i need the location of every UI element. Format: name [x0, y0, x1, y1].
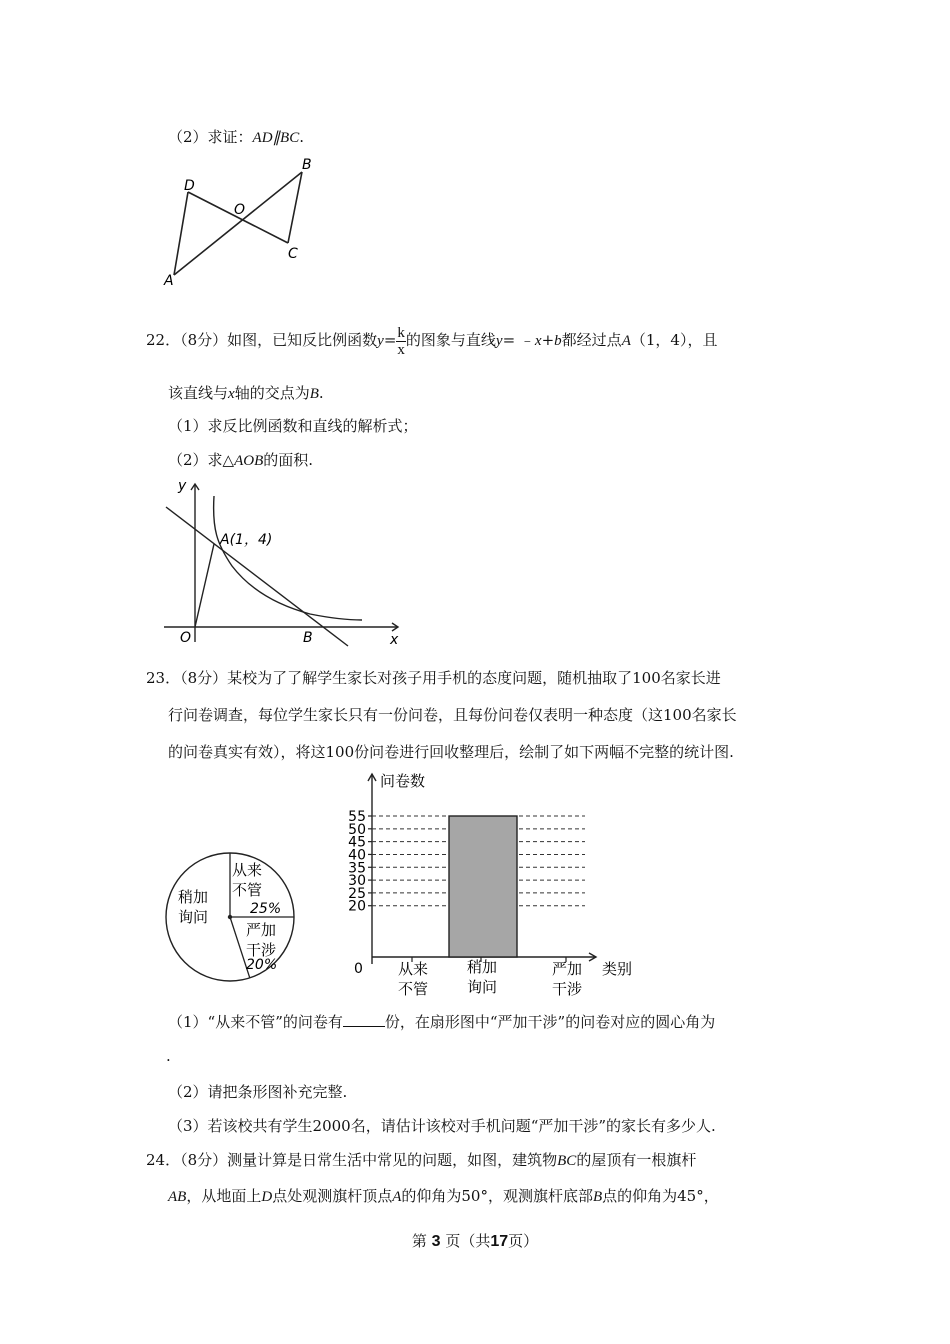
q22-frac-num: k [397, 324, 405, 341]
q23-part1 [168, 1012, 715, 1032]
q24-line2-c: 的仰角为50°，观测旗杆底部 [401, 1187, 593, 1205]
footer-pre: 第 [411, 1232, 427, 1250]
q22-label-A: A(1，4) [220, 532, 273, 548]
q21-figure [160, 150, 330, 290]
q22-intro [146, 322, 717, 359]
q22-intro-mid: 的图象与直线 [405, 331, 496, 349]
q22-line2-mid: 轴的交点为 [234, 384, 310, 402]
q22-part2-suffix: 的面积. [263, 451, 314, 469]
q24-a: A [392, 1189, 402, 1205]
q22-y2: y [495, 333, 503, 349]
q21-part2-math: AD∥BC [252, 130, 300, 146]
bar-2 [449, 816, 517, 957]
footer-post: 页） [508, 1232, 539, 1250]
q21-label-A: A [164, 273, 174, 289]
q22-line2 [168, 383, 324, 404]
q23-line2: 行问卷调查，每位学生家长只有一份问卷，且每份问卷仅表明一种态度（这100名家长 [168, 706, 737, 724]
pie-pct-yanjia: 20% [246, 957, 278, 973]
bar-chart [340, 768, 640, 1000]
q21-label-D: D [184, 178, 195, 194]
q22-line-b: b [554, 333, 562, 349]
q22-point-coords: （1，4），且 [630, 331, 718, 349]
q21-label-C: C [288, 246, 298, 262]
q22-label-O: O [180, 630, 192, 646]
q22-intro-mid2: 都经过点 [561, 331, 622, 349]
q22-label-B: B [303, 630, 313, 646]
q21-part2-prefix: （2）求证： [168, 128, 253, 146]
q22-part2 [168, 450, 313, 471]
q23-part1-dot: . [166, 1047, 171, 1065]
q22-eq: = [383, 331, 397, 349]
q24-d: D [261, 1189, 273, 1205]
pie-center-dot [228, 915, 232, 919]
q22-line-eq: = ﹣ [502, 331, 535, 349]
q24-ab: AB [168, 1189, 187, 1205]
bar-ylabel: 问卷数 [380, 772, 426, 790]
q23-part2: （2）请把条形图补充完整. [168, 1083, 348, 1101]
bar-cat1-l2: 不管 [398, 980, 429, 998]
q24-b: B [592, 1189, 603, 1205]
answer-blank[interactable] [343, 1026, 385, 1027]
q23-line1: 23．（8分）某校为了了解学生家长对孩子用手机的态度问题，随机抽取了100名家长进 [146, 669, 721, 687]
pie-label-conglai-1: 从来 [232, 861, 263, 879]
bar-cat1-l1: 从来 [398, 960, 429, 978]
q24-line1 [146, 1150, 696, 1171]
bar-y-tick-label: 25 [348, 885, 366, 902]
q22-line2-B: B [309, 386, 319, 402]
pie-chart [160, 845, 310, 995]
q22-part2-prefix: （2）求△ [168, 451, 235, 469]
q22-point-A: A [621, 333, 631, 349]
q24-line2-a: ，从地面上 [186, 1187, 262, 1205]
pie-label-yanjia-1: 严加 [246, 921, 277, 939]
q22-frac-den: x [397, 341, 405, 358]
q24-line2-d: 点的仰角为45°， [602, 1187, 719, 1205]
bar-y-tick-label: 35 [348, 860, 366, 877]
q24-line1-suffix: 的屋顶有一根旗杆 [576, 1151, 697, 1169]
bar-y-tick-label: 40 [348, 847, 366, 864]
q22-line2-end: . [318, 384, 324, 402]
q22-plus: + [541, 331, 555, 349]
q22-fraction [396, 325, 406, 358]
bar-cat3-l2: 干涉 [552, 980, 583, 998]
bar-cat2-l2: 询问 [467, 978, 498, 996]
pie-label-yanjia-2: 干涉 [246, 941, 277, 959]
footer-total-pages: 17 [490, 1233, 509, 1250]
footer-mid: 页（共 [445, 1232, 491, 1250]
q22-line-x: x [534, 333, 542, 349]
bar-y-tick-label: 55 [348, 809, 366, 825]
bar-cat3-l1: 严加 [552, 960, 583, 978]
q21-label-B: B [302, 157, 312, 173]
bar-y-tick-label: 45 [348, 834, 366, 851]
q24-bc: BC [557, 1153, 577, 1169]
q22-intro-prefix: 22．（8分）如图，已知反比例函数 [146, 331, 378, 349]
q24-line1-prefix: 24．（8分）测量计算是日常生活中常见的问题，如图，建筑物 [146, 1151, 558, 1169]
bar-xlabel: 类别 [602, 960, 633, 978]
page-footer [0, 1230, 950, 1251]
pie-label-conglai-2: 不管 [232, 881, 263, 899]
q22-part2-aob: AOB [234, 453, 264, 469]
pie-pct-conglai: 25% [250, 901, 282, 917]
q21-part2 [168, 127, 304, 148]
q23-line3: 的问卷真实有效），将这100份问卷进行回收整理后，绘制了如下两幅不完整的统计图. [168, 743, 734, 761]
q21-part2-suffix: . [299, 128, 304, 146]
q23-part1-a: （1）“从来不管”的问卷有 [168, 1013, 343, 1031]
q21-label-O: O [234, 202, 246, 218]
q22-line2-x: x [228, 386, 235, 402]
q23-part3: （3）若该校共有学生2000名，请估计该校对手机问题“严加干涉”的家长有多少人. [168, 1117, 716, 1135]
footer-page-number: 3 [431, 1233, 441, 1250]
q23-part1-b: 份，在扇形图中“严加干涉”的问卷对应的圆心角为 [384, 1013, 716, 1031]
pie-label-shaojia-2: 询问 [178, 908, 209, 926]
q22-figure [160, 474, 410, 649]
bar-y-tick-label: 20 [348, 898, 366, 915]
q22-label-y: y [178, 478, 187, 494]
q22-line2-prefix: 该直线与 [168, 384, 229, 402]
q22-part1: （1）求反比例函数和直线的解析式； [168, 417, 418, 435]
q24-line2 [168, 1186, 719, 1207]
bar-cat2-l1: 稍加 [467, 958, 498, 976]
pie-label-shaojia-1: 稍加 [178, 888, 209, 906]
bar-zero: 0 [354, 961, 363, 977]
q24-line2-b: 点处观测旗杆顶点 [272, 1187, 393, 1205]
bar-y-tick-label: 50 [348, 821, 366, 838]
q22-label-x: x [390, 632, 399, 648]
bar-y-tick-label: 30 [348, 873, 366, 890]
q22-y1: y [377, 333, 384, 349]
